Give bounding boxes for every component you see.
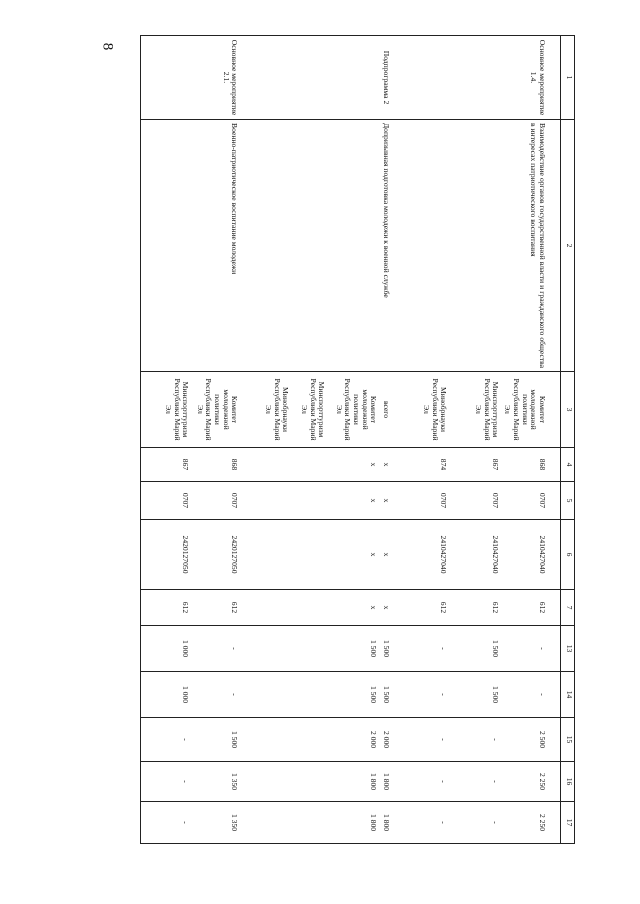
cell-value: - bbox=[449, 718, 501, 762]
row-title: Допризывная подготовка молодежи к военной службе bbox=[379, 120, 403, 372]
cell-value bbox=[291, 672, 327, 718]
cell-rzpr: 0707 bbox=[449, 482, 501, 520]
table-row bbox=[403, 36, 449, 844]
row-executor: Минспорттуризм Республики Марий Эл bbox=[291, 372, 327, 448]
row-title bbox=[449, 120, 501, 372]
cell-value: 1 350 bbox=[191, 762, 251, 802]
cell-value bbox=[251, 762, 291, 802]
cell-value: - bbox=[403, 802, 449, 844]
row-executor: Комитет молодежной политики Республики Марий Эл bbox=[327, 372, 379, 448]
cell-value bbox=[291, 626, 327, 672]
budget-table-container bbox=[121, 35, 575, 843]
cell-csr: 2410427040 bbox=[501, 520, 561, 590]
cell-value: - bbox=[403, 672, 449, 718]
row-code bbox=[291, 36, 327, 120]
column-header: 6 bbox=[561, 520, 575, 590]
cell-vr: 612 bbox=[501, 590, 561, 626]
cell-value: 2 250 bbox=[501, 802, 561, 844]
row-title bbox=[141, 120, 191, 372]
cell-grbs: 874 bbox=[403, 448, 449, 482]
table-row bbox=[449, 36, 501, 844]
column-header: 2 bbox=[561, 120, 575, 372]
column-header: 13 bbox=[561, 626, 575, 672]
cell-grbs: х bbox=[379, 448, 403, 482]
cell-csr: 2410427040 bbox=[403, 520, 449, 590]
cell-rzpr: х bbox=[379, 482, 403, 520]
row-code: Основное мероприятие 2.1. bbox=[191, 36, 251, 120]
table-row bbox=[501, 36, 561, 844]
cell-value: - bbox=[501, 672, 561, 718]
page-number: 8 bbox=[99, 42, 116, 51]
cell-csr: 2420127050 bbox=[191, 520, 251, 590]
cell-csr: 2420127050 bbox=[141, 520, 191, 590]
cell-rzpr: х bbox=[327, 482, 379, 520]
cell-grbs: 867 bbox=[449, 448, 501, 482]
table-row bbox=[141, 36, 191, 844]
cell-value: 2 000 bbox=[379, 718, 403, 762]
table-row bbox=[327, 36, 379, 844]
column-header: 3 bbox=[561, 372, 575, 448]
cell-value: - bbox=[403, 718, 449, 762]
cell-value: - bbox=[501, 626, 561, 672]
budget-table bbox=[140, 35, 575, 844]
row-executor: Комитет молодежной политики Республики Марий Эл bbox=[191, 372, 251, 448]
row-code bbox=[251, 36, 291, 120]
cell-value: - bbox=[449, 762, 501, 802]
cell-csr bbox=[251, 520, 291, 590]
row-title bbox=[327, 120, 379, 372]
cell-value: - bbox=[403, 762, 449, 802]
cell-value: 1 800 bbox=[379, 802, 403, 844]
table-row bbox=[251, 36, 291, 844]
row-code: Основное мероприятие 1.4. bbox=[501, 36, 561, 120]
cell-rzpr bbox=[251, 482, 291, 520]
row-title: Военно-патриотическое воспитание молодежи bbox=[191, 120, 251, 372]
cell-vr: х bbox=[327, 590, 379, 626]
row-executor: всего bbox=[379, 372, 403, 448]
cell-value: - bbox=[141, 762, 191, 802]
cell-vr bbox=[251, 590, 291, 626]
cell-value bbox=[251, 718, 291, 762]
cell-value: 1 500 bbox=[327, 626, 379, 672]
row-code bbox=[449, 36, 501, 120]
cell-vr: 612 bbox=[141, 590, 191, 626]
cell-rzpr: 0707 bbox=[141, 482, 191, 520]
cell-csr: 2410427040 bbox=[449, 520, 501, 590]
cell-value: - bbox=[449, 802, 501, 844]
cell-vr: х bbox=[379, 590, 403, 626]
column-header: 1 bbox=[561, 36, 575, 120]
column-header: 4 bbox=[561, 448, 575, 482]
cell-csr bbox=[291, 520, 327, 590]
cell-vr: 612 bbox=[449, 590, 501, 626]
cell-value: 1 000 bbox=[141, 626, 191, 672]
cell-value: - bbox=[403, 626, 449, 672]
cell-vr: 612 bbox=[191, 590, 251, 626]
cell-value: 1 500 bbox=[449, 672, 501, 718]
column-header: 7 bbox=[561, 590, 575, 626]
column-header: 5 bbox=[561, 482, 575, 520]
cell-value: - bbox=[191, 672, 251, 718]
row-executor: Комитет молодежной политики Республики Марий Эл bbox=[501, 372, 561, 448]
column-header: 15 bbox=[561, 718, 575, 762]
cell-value: 1 500 bbox=[449, 626, 501, 672]
cell-rzpr: 0707 bbox=[403, 482, 449, 520]
row-code bbox=[403, 36, 449, 120]
cell-value: 2 500 bbox=[501, 718, 561, 762]
table-row bbox=[379, 36, 403, 844]
table-row bbox=[291, 36, 327, 844]
cell-rzpr: 0707 bbox=[191, 482, 251, 520]
cell-value: 1 800 bbox=[327, 762, 379, 802]
row-executor: Минобрнауки Республики Марий Эл bbox=[251, 372, 291, 448]
row-code bbox=[327, 36, 379, 120]
row-executor: Минспорттуризм Республики Марий Эл bbox=[449, 372, 501, 448]
row-title bbox=[251, 120, 291, 372]
cell-value: 2 000 bbox=[327, 718, 379, 762]
cell-value: 1 350 bbox=[191, 802, 251, 844]
cell-value: 1 800 bbox=[327, 802, 379, 844]
cell-grbs: 868 bbox=[191, 448, 251, 482]
cell-grbs bbox=[251, 448, 291, 482]
cell-value bbox=[251, 802, 291, 844]
row-executor: Минспорттуризм Республики Марий Эл bbox=[141, 372, 191, 448]
cell-value: - bbox=[191, 626, 251, 672]
cell-value: - bbox=[141, 802, 191, 844]
cell-value: 1 500 bbox=[327, 672, 379, 718]
row-title bbox=[291, 120, 327, 372]
cell-value: 1 000 bbox=[141, 672, 191, 718]
column-header: 14 bbox=[561, 672, 575, 718]
cell-value bbox=[251, 626, 291, 672]
cell-value bbox=[291, 718, 327, 762]
cell-value bbox=[251, 672, 291, 718]
row-executor: Минобрнауки Республики Марий Эл bbox=[403, 372, 449, 448]
cell-grbs bbox=[291, 448, 327, 482]
cell-value: 2 250 bbox=[501, 762, 561, 802]
cell-value: 1 500 bbox=[191, 718, 251, 762]
cell-vr bbox=[291, 590, 327, 626]
row-code: Подпрограмма 2 bbox=[379, 36, 403, 120]
column-header: 17 bbox=[561, 802, 575, 844]
row-code bbox=[141, 36, 191, 120]
cell-grbs: х bbox=[327, 448, 379, 482]
cell-value: 1 500 bbox=[379, 626, 403, 672]
cell-csr: х bbox=[379, 520, 403, 590]
cell-vr: 612 bbox=[403, 590, 449, 626]
row-title: Взаимодействие органов государственной власти и гражданского общества в интересах патриотического воспитания bbox=[501, 120, 561, 372]
table-row bbox=[191, 36, 251, 844]
cell-value: 1 800 bbox=[379, 762, 403, 802]
cell-value: 1 500 bbox=[379, 672, 403, 718]
row-title bbox=[403, 120, 449, 372]
cell-csr: х bbox=[327, 520, 379, 590]
cell-value bbox=[291, 762, 327, 802]
cell-grbs: 867 bbox=[141, 448, 191, 482]
cell-value bbox=[291, 802, 327, 844]
cell-rzpr bbox=[291, 482, 327, 520]
column-header: 16 bbox=[561, 762, 575, 802]
header-row bbox=[561, 36, 575, 844]
cell-rzpr: 0707 bbox=[501, 482, 561, 520]
cell-value: - bbox=[141, 718, 191, 762]
cell-grbs: 868 bbox=[501, 448, 561, 482]
